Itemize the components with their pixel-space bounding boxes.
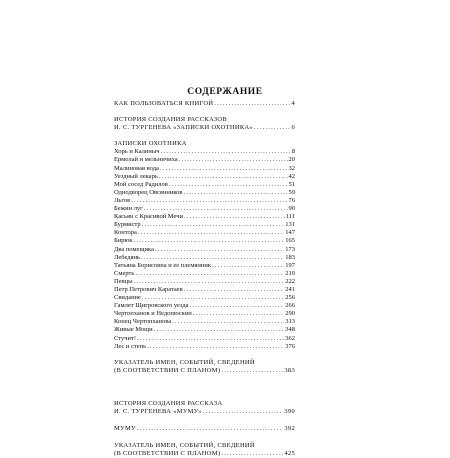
leader-dots xyxy=(193,310,285,318)
toc-entry-page: 266 xyxy=(285,302,295,310)
toc-entry-text: Конец Чертопханова xyxy=(114,318,172,326)
toc-entry-page: 131 xyxy=(285,221,295,229)
toc-entry-text: Чертопханов и Недопюскин xyxy=(114,310,192,318)
toc-entry-story xyxy=(114,270,295,278)
toc-entry-page: 111 xyxy=(285,213,295,221)
leader-dots xyxy=(147,343,284,351)
toc-entry-story xyxy=(114,197,295,205)
toc-entry-index2-line1: УКАЗАТЕЛЬ ИМЕН, СОБЫТИЙ, СВЕДЕНИЙ xyxy=(114,442,255,450)
toc-entry-text: Бурмистр xyxy=(114,221,141,229)
toc-entry-story xyxy=(114,286,295,294)
toc-entry-story xyxy=(114,173,295,181)
toc-entry-text: (В СООТВЕТСТВИИ С ПЛАНОМ) xyxy=(114,450,221,458)
toc-entry-how-to xyxy=(114,100,295,108)
toc-entry-page: 51 xyxy=(288,180,295,188)
leader-dots xyxy=(137,335,284,343)
toc-entry-history2 xyxy=(114,408,295,416)
leader-dots xyxy=(212,262,284,270)
toc-entry-page: 20 xyxy=(288,156,295,164)
leader-dots xyxy=(203,408,284,416)
leader-dots xyxy=(214,100,290,108)
leader-dots xyxy=(172,318,284,326)
leader-dots xyxy=(155,246,284,254)
toc-entry-text: Бирюк xyxy=(114,237,133,245)
toc-entry-story xyxy=(114,246,295,254)
leader-dots xyxy=(179,156,288,164)
toc-entry-story xyxy=(114,278,295,286)
toc-entry-page: 4 xyxy=(291,100,295,107)
toc-entry-page: 165 xyxy=(285,237,295,245)
toc-entry-text: Малиновая вода xyxy=(114,164,159,172)
toc-entry-text: Гамлет Щигровского уезда xyxy=(114,302,189,310)
toc-entry-page: 90 xyxy=(288,205,295,213)
toc-entry-text: Ермолай и мельничиха xyxy=(114,156,178,164)
toc-entry-page: 76 xyxy=(288,196,295,204)
toc-entry-mumu xyxy=(114,425,295,433)
toc-entry-story xyxy=(114,262,295,270)
toc-entry-page: 313 xyxy=(285,318,295,326)
stories-list xyxy=(114,148,295,350)
toc-entry-page: 362 xyxy=(285,334,295,342)
toc-entry-page: 173 xyxy=(285,245,295,253)
toc-entry-index1 xyxy=(114,367,295,375)
toc-entry-story xyxy=(114,302,295,310)
toc-entry-page: 8 xyxy=(291,148,295,156)
toc-entry-text: (В СООТВЕТСТВИИ С ПЛАНОМ) xyxy=(114,366,221,374)
toc-entry-story xyxy=(114,221,295,229)
toc-entry-page: 222 xyxy=(285,277,295,285)
toc-entry-text: Певцы xyxy=(114,277,133,285)
toc-entry-page: 383 xyxy=(284,366,295,374)
leader-dots xyxy=(142,221,285,229)
toc-entry-page: 59 xyxy=(288,188,295,196)
leader-dots xyxy=(183,189,287,197)
toc-entry-text: Живые Мощи xyxy=(114,326,153,334)
toc-entry-story xyxy=(114,335,295,343)
toc-entry-text: Смерть xyxy=(114,269,135,277)
toc-entry-story xyxy=(114,181,295,189)
leader-dots xyxy=(221,450,283,458)
toc-entry-text: Уездный лекарь xyxy=(114,172,158,180)
toc-entry-page: 348 xyxy=(285,326,295,334)
toc-entry-index1-line1: УКАЗАТЕЛЬ ИМЕН, СОБЫТИЙ, СВЕДЕНИЙ xyxy=(114,358,255,366)
toc-entry-text: Свидание xyxy=(114,294,141,302)
toc-entry-text: Стучит! xyxy=(114,334,137,342)
toc-entry-page: 256 xyxy=(285,294,295,302)
toc-entry-story xyxy=(114,237,295,245)
toc-entry-text: Мой сосед Радилов xyxy=(114,180,168,188)
leader-dots xyxy=(154,326,285,334)
toc-entry-page: 376 xyxy=(285,342,295,350)
toc-entry-page: 183 xyxy=(285,253,295,261)
table-of-contents xyxy=(114,100,295,458)
toc-entry-text: КАК ПОЛЬЗОВАТЬСЯ КНИГОЙ xyxy=(114,100,214,107)
leader-dots xyxy=(135,270,284,278)
toc-entry-page: 390 xyxy=(284,408,295,415)
leader-dots xyxy=(184,286,285,294)
toc-entry-text: Однодворец Овсянников xyxy=(114,188,183,196)
toc-entry-story xyxy=(114,165,295,173)
toc-entry-page: 241 xyxy=(285,285,295,293)
toc-entry-text: Лес и степь xyxy=(114,342,147,350)
toc-entry-page: 32 xyxy=(288,164,295,172)
toc-entry-text: И. С. ТУРГЕНЕВА «МУМУ» xyxy=(114,408,202,415)
leader-dots xyxy=(221,367,283,375)
toc-entry-text: Контора xyxy=(114,229,137,237)
toc-entry-text: Лебедянь xyxy=(114,253,141,261)
toc-entry-history2-line1: ИСТОРИЯ СОЗДАНИЯ РАССКАЗА xyxy=(114,399,223,407)
leader-dots xyxy=(161,148,291,156)
leader-dots xyxy=(159,173,288,181)
toc-entry-page: 210 xyxy=(285,269,295,277)
toc-entry-story xyxy=(114,229,295,237)
leader-dots xyxy=(160,165,288,173)
toc-entry-story xyxy=(114,205,295,213)
toc-entry-text: Льгов xyxy=(114,196,131,204)
leader-dots xyxy=(144,205,288,213)
leader-dots xyxy=(190,302,285,310)
toc-entry-story xyxy=(114,294,295,302)
leader-dots xyxy=(138,229,284,237)
toc-entry-text: МУМУ xyxy=(114,425,136,433)
toc-entry-index2 xyxy=(114,450,295,458)
toc-entry-page: 197 xyxy=(285,261,295,269)
toc-entry-text: Бежин луг xyxy=(114,205,143,213)
toc-entry-text: Татьяна Борисовна и ее племянник xyxy=(114,261,212,269)
leader-dots xyxy=(169,181,288,189)
toc-entry-story xyxy=(114,189,295,197)
leader-dots xyxy=(141,254,284,262)
toc-entry-story xyxy=(114,343,295,351)
toc-entry-story xyxy=(114,156,295,164)
toc-entry-text: И. С. ТУРГЕНЕВА «ЗАПИСКИ ОХОТНИКА» xyxy=(114,124,254,132)
toc-entry-text: Хорь и Калиныч xyxy=(114,148,160,156)
toc-entry-story xyxy=(114,254,295,262)
leader-dots xyxy=(254,124,290,132)
leader-dots xyxy=(131,197,287,205)
toc-entry-history1 xyxy=(114,124,295,132)
toc-entry-text: Петр Петрович Каратаев xyxy=(114,285,183,293)
page-title: СОДЕРЖАНИЕ xyxy=(187,87,263,97)
toc-entry-history1-line1: ИСТОРИЯ СОЗДАНИЯ РАССКАЗОВ xyxy=(114,116,228,124)
leader-dots xyxy=(142,294,284,302)
section-heading-zapiski: ЗАПИСКИ ОХОТНИКА xyxy=(114,140,187,148)
toc-entry-story xyxy=(114,148,295,156)
toc-entry-page: 147 xyxy=(285,229,295,237)
toc-entry-page: 290 xyxy=(285,310,295,318)
toc-entry-story xyxy=(114,213,295,221)
toc-entry-page: 392 xyxy=(284,425,295,433)
toc-entry-page: 6 xyxy=(291,124,295,132)
toc-entry-story xyxy=(114,318,295,326)
leader-dots xyxy=(184,213,285,221)
toc-entry-text: Два помещика xyxy=(114,245,154,253)
toc-entry-story xyxy=(114,326,295,334)
toc-entry-story xyxy=(114,310,295,318)
leader-dots xyxy=(133,237,284,245)
leader-dots xyxy=(137,425,283,433)
toc-entry-page: 425 xyxy=(284,450,295,458)
toc-entry-page: 42 xyxy=(288,172,295,180)
toc-entry-text: Касьян с Красивой Мечи xyxy=(114,213,183,221)
leader-dots xyxy=(134,278,285,286)
